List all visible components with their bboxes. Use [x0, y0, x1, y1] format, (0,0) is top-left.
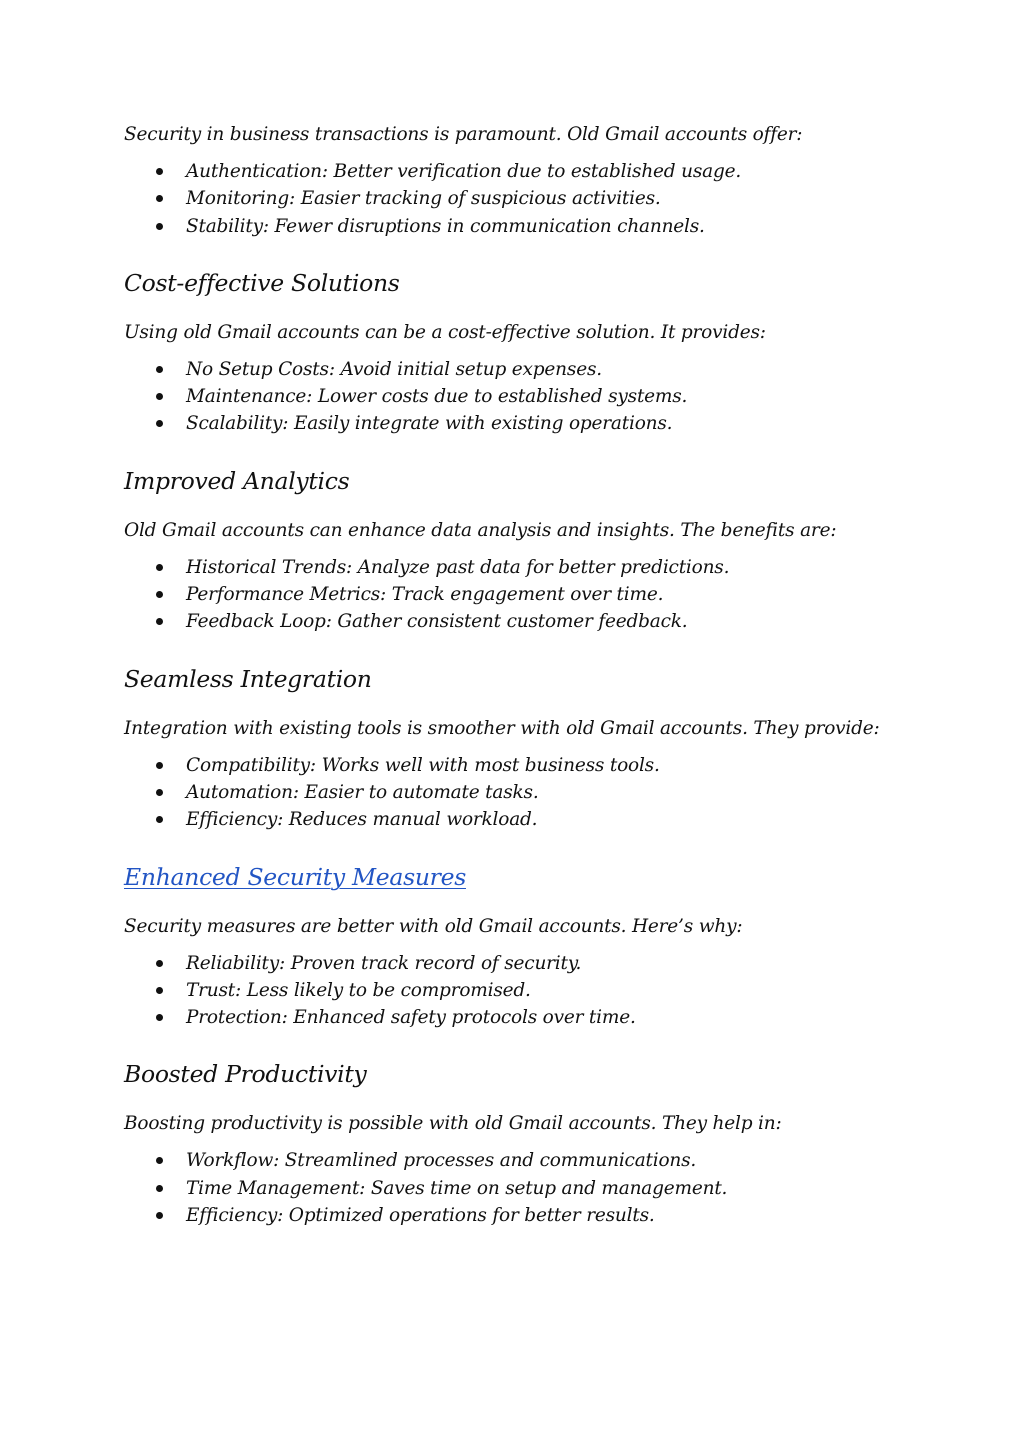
- paragraph-seamless-integration: Integration with existing tools is smoother with old Gmail accounts. They provide:: [124, 717, 880, 739]
- section-improved-analytics: [124, 464, 904, 636]
- paragraph-improved-analytics: Old Gmail accounts can enhance data analysis and insights. The benefits are:: [124, 519, 837, 541]
- paragraph-enhanced-security: Security measures are better with old Gmail accounts. Here’s why:: [124, 915, 743, 937]
- bullet-icon: [156, 420, 163, 427]
- bullet-icon: [156, 223, 163, 230]
- list-item: [124, 554, 904, 581]
- section-enhanced-security: [124, 860, 904, 1032]
- bullet-icon: [156, 1157, 163, 1164]
- list-item: [124, 158, 904, 185]
- list-item: [124, 806, 904, 833]
- list-item-text: Efficiency: Reduces manual workload.: [186, 809, 538, 831]
- heading-improved-analytics: Improved Analytics: [124, 466, 350, 495]
- bullet-icon: [156, 366, 163, 373]
- list-item: [124, 383, 904, 410]
- list-item-text: Feedback Loop: Gather consistent customer feedback.: [186, 611, 688, 633]
- list-item: [124, 356, 904, 383]
- list-item-text: Efficiency: Optimized operations for better results.: [186, 1205, 655, 1227]
- list-item: [124, 1202, 904, 1229]
- paragraph-transaction-security: Security in business transactions is paramount. Old Gmail accounts offer:: [124, 124, 803, 145]
- heading-cost-effective: Cost-effective Solutions: [124, 268, 400, 297]
- list-item-text: Workflow: Streamlined processes and communications.: [186, 1150, 697, 1172]
- list-item-text: Authentication: Better verification due to established usage.: [186, 161, 742, 182]
- list-item-text: Scalability: Easily integrate with existing operations.: [186, 413, 673, 435]
- heading-boosted-productivity: Boosted Productivity: [124, 1060, 367, 1089]
- list-item: [124, 950, 904, 977]
- section-seamless-integration: [124, 662, 904, 834]
- list-item-text: Protection: Enhanced safety protocols over time.: [186, 1007, 636, 1029]
- bullet-list-transaction-security: [124, 158, 904, 240]
- list-item: [124, 1004, 904, 1031]
- list-item-text: Historical Trends: Analyze past data for better predictions.: [186, 556, 730, 578]
- section-transaction-security: [124, 118, 904, 240]
- list-item: [124, 410, 904, 437]
- document-page: [124, 118, 904, 1229]
- bullet-icon: [156, 1185, 163, 1192]
- bullet-list-enhanced-security: [124, 950, 904, 1032]
- list-item: [124, 752, 904, 779]
- bullet-icon: [156, 1212, 163, 1219]
- bullet-icon: [156, 816, 163, 823]
- bullet-icon: [156, 762, 163, 769]
- list-item-text: Time Management: Saves time on setup and management.: [186, 1177, 728, 1199]
- bullet-icon: [156, 1014, 163, 1021]
- enhanced-security-link[interactable]: Enhanced Security Measures: [124, 862, 466, 891]
- list-item: [124, 779, 904, 806]
- heading-seamless-integration: Seamless Integration: [124, 664, 372, 693]
- bullet-list-cost-effective: [124, 356, 904, 438]
- list-item-text: Compatibility: Works well with most business tools.: [186, 754, 660, 776]
- section-boosted-productivity: [124, 1057, 904, 1229]
- list-item-text: Trust: Less likely to be compromised.: [186, 979, 531, 1001]
- bullet-list-seamless-integration: [124, 752, 904, 834]
- list-item-text: No Setup Costs: Avoid initial setup expenses.: [186, 358, 602, 380]
- bullet-icon: [156, 168, 163, 175]
- bullet-icon: [156, 195, 163, 202]
- bullet-icon: [156, 591, 163, 598]
- heading-enhanced-security: [124, 860, 904, 894]
- list-item: [124, 185, 904, 212]
- list-item: [124, 1175, 904, 1202]
- bullet-list-improved-analytics: [124, 554, 904, 636]
- list-item-text: Stability: Fewer disruptions in communication channels.: [186, 215, 705, 237]
- paragraph-boosted-productivity: Boosting productivity is possible with old Gmail accounts. They help in:: [124, 1113, 782, 1135]
- bullet-icon: [156, 789, 163, 796]
- list-item: [124, 213, 904, 240]
- bullet-icon: [156, 987, 163, 994]
- list-item-text: Reliability: Proven track record of security.: [186, 952, 582, 974]
- list-item: [124, 608, 904, 635]
- paragraph-cost-effective: Using old Gmail accounts can be a cost-effective solution. It provides:: [124, 321, 766, 343]
- list-item: [124, 1147, 904, 1174]
- list-item-text: Monitoring: Easier tracking of suspicious activities.: [186, 188, 661, 210]
- list-item-text: Maintenance: Lower costs due to established systems.: [186, 386, 688, 408]
- list-item-text: Automation: Easier to automate tasks.: [186, 781, 539, 803]
- section-cost-effective: [124, 266, 904, 438]
- bullet-icon: [156, 393, 163, 400]
- bullet-icon: [156, 564, 163, 571]
- bullet-icon: [156, 618, 163, 625]
- bullet-list-boosted-productivity: [124, 1147, 904, 1229]
- list-item: [124, 581, 904, 608]
- list-item-text: Performance Metrics: Track engagement over time.: [186, 584, 664, 606]
- list-item: [124, 977, 904, 1004]
- bullet-icon: [156, 960, 163, 967]
